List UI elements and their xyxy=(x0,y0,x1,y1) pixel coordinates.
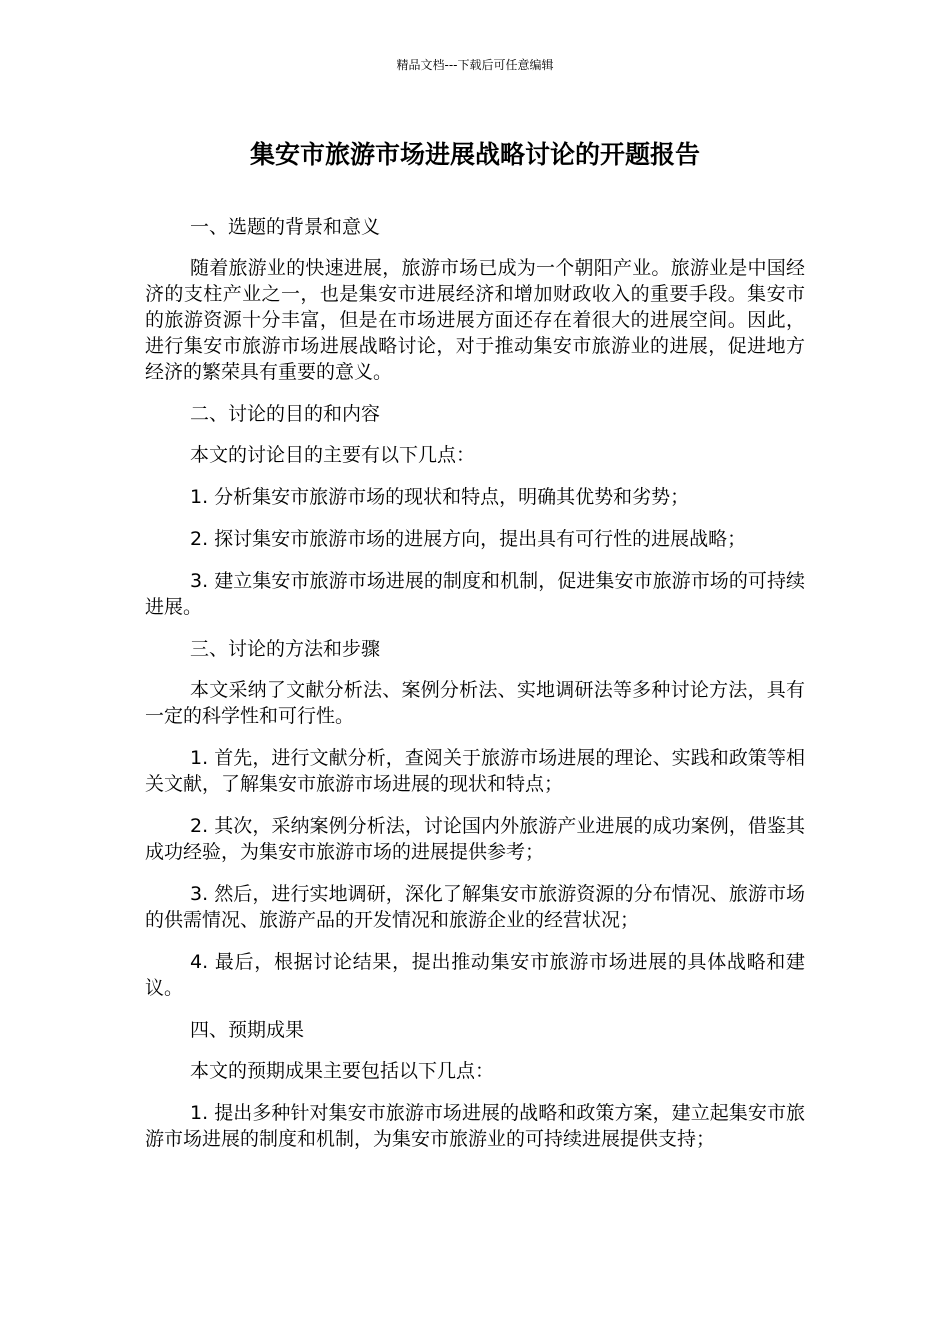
list-item-method-1: 1. 首先，进行文献分析，查阅关于旅游市场进展的理论、实践和政策等相关文献，了解集安市旅游市场进展的现状和特点； xyxy=(145,747,805,795)
section-heading-background: 一、选题的背景和意义 xyxy=(190,216,381,238)
header-note: 精品文档---下载后可任意编辑 xyxy=(396,58,554,72)
list-item-method-4: 4. 最后，根据讨论结果，提出推动集安市旅游市场进展的具体战略和建议。 xyxy=(145,951,805,999)
paragraph-methods-intro: 本文采纳了文献分析法、案例分析法、实地调研法等多种讨论方法，具有一定的科学性和可行性。 xyxy=(145,679,805,727)
paragraph-background: 随着旅游业的快速进展，旅游市场已成为一个朝阳产业。旅游业是中国经济的支柱产业之一，也是集安市进展经济和增加财政收入的重要手段。集安市的旅游资源十分丰富，但是在市场进展方面还存在着很大的进展空间。因此，进行集安市旅游市场进展战略讨论，对于推动集安市旅游业的进展，促进地方经济的繁荣具有重要的意义。 xyxy=(145,257,805,383)
list-item-purpose-1: 1. 分析集安市旅游市场的现状和特点，明确其优势和劣势； xyxy=(190,486,690,508)
paragraph-outcomes-intro: 本文的预期成果主要包括以下几点： xyxy=(190,1060,495,1082)
list-item-method-2: 2. 其次，采纳案例分析法，讨论国内外旅游产业进展的成功案例，借鉴其成功经验，为集安市旅游市场的进展提供参考； xyxy=(145,815,805,863)
section-heading-outcomes: 四、预期成果 xyxy=(190,1019,305,1041)
section-heading-methods: 三、讨论的方法和步骤 xyxy=(190,638,381,660)
list-item-purpose-2: 2. 探讨集安市旅游市场的进展方向，提出具有可行性的进展战略； xyxy=(190,528,747,550)
list-item-method-3: 3. 然后，进行实地调研，深化了解集安市旅游资源的分布情况、旅游市场的供需情况、旅游产品的开发情况和旅游企业的经营状况； xyxy=(145,883,805,931)
paragraph-purpose-intro: 本文的讨论目的主要有以下几点： xyxy=(190,444,476,466)
list-item-purpose-3: 3. 建立集安市旅游市场进展的制度和机制，促进集安市旅游市场的可持续进展。 xyxy=(145,570,805,618)
document-body xyxy=(145,214,805,1168)
list-item-outcome-1: 1. 提出多种针对集安市旅游市场进展的战略和政策方案，建立起集安市旅游市场进展的制度和机制，为集安市旅游业的可持续进展提供支持； xyxy=(145,1102,805,1150)
section-heading-purpose: 二、讨论的目的和内容 xyxy=(190,403,381,425)
document-title: 集安市旅游市场进展战略讨论的开题报告 xyxy=(249,140,700,169)
